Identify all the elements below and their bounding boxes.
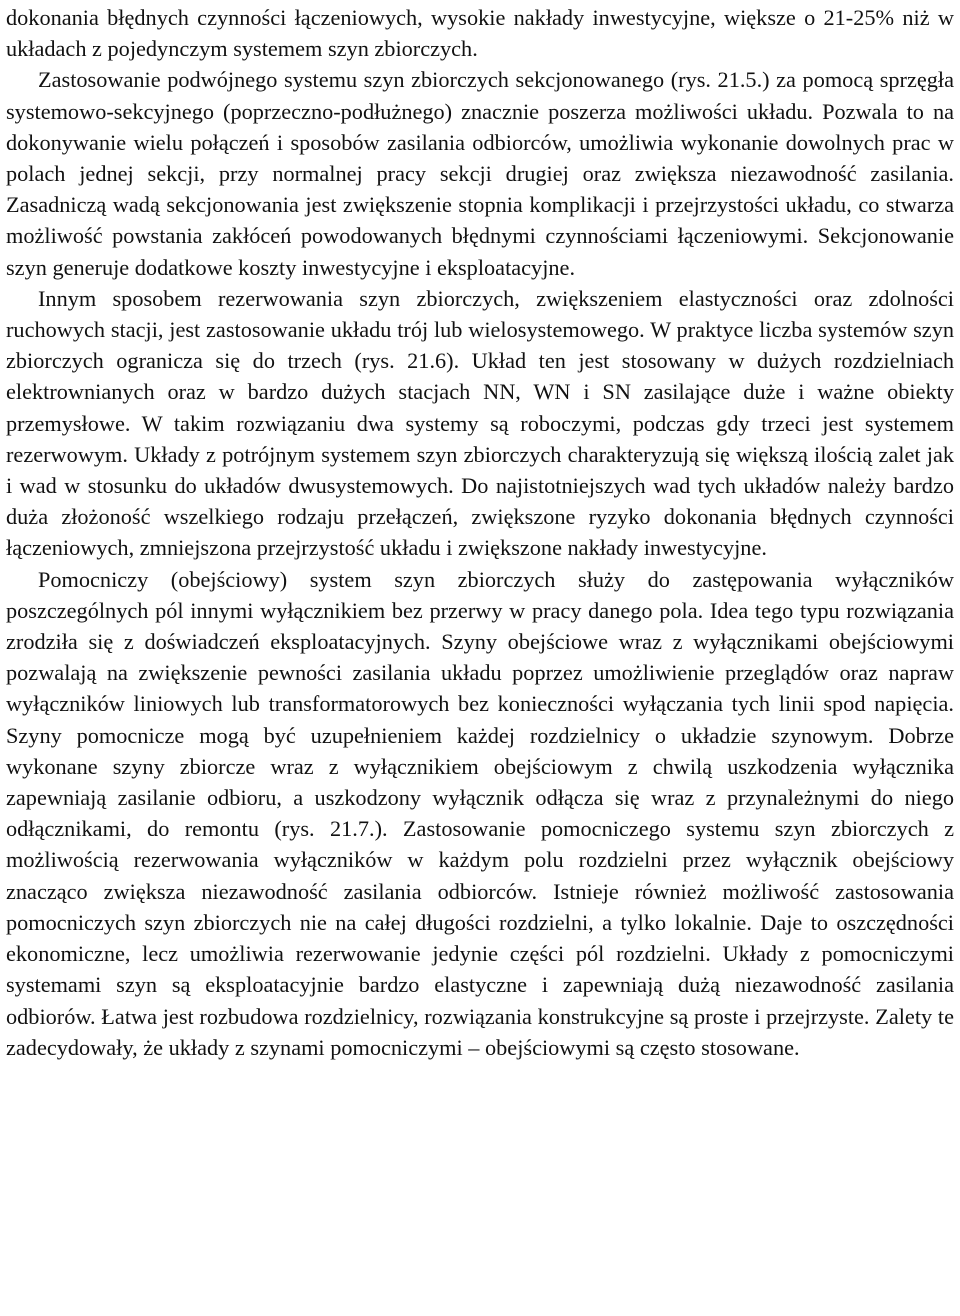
paragraph-auxiliary-busbar: Pomocniczy (obejściowy) system szyn zbiorczych służy do zastępowania wyłączników poszczególnych pól innymi wyłącznikiem bez przerwy w pracy danego pola. Idea tego typu rozwiązania zrodziła się z doświadczeń eksploatacyjnych. Szyny obejściowe wraz z wyłącznikami obejściowymi pozwalają na zwiększenie pewności zasilania układu poprzez umożliwienie przeglądów oraz napraw wyłączników liniowych lub transformatorowych bez konieczności wyłączania tych linii spod napięcia. Szyny pomocnicze mogą być uzupełnieniem każdej rozdzielnicy o układzie szynowym. Dobrze wykonane szyny zbiorcze wraz z wyłącznikiem obejściowym z chwilą uszkodzenia wyłącznika zapewniają zasilanie odbioru, a uszkodzony wyłącznik odłącza się wraz z przynależnymi do niego odłącznikami, do remontu (rys. 21.7.). Zastosowanie pomocniczego systemu szyn zbiorczych z możliwością rezerwowania wyłączników w każdym polu rozdzielni przez wyłącznik obejściowy znacząco zwiększa niezawodność zasilania odbiorców. Istnieje również możliwość zastosowania pomocniczych szyn zbiorczych nie na całej długości rozdzielni, a tylko lokalnie. Daje to oszczędności ekonomiczne, lecz umożliwia rezerwowanie jedynie części pól rozdzielni. Układy z pomocniczymi systemami szyn są eksploatacyjnie bardzo elastyczne i zapewniają dużą niezawodność zasilania odbiorów. Łatwa jest rozbudowa rozdzielnicy, rozwiązania konstrukcyjne są proste i przejrzyste. Zalety te zadecydowały, że układy z szynami pomocniczymi – obejściowymi są często stosowane. — [6, 566, 954, 1060]
paragraph-sectioned-double-busbar: Zastosowanie podwójnego systemu szyn zbiorczych sekcjonowanego (rys. 21.5.) za pomocą sprzęgła systemowo-sekcyjnego (poprzeczno-podłużnego) znacznie poszerza możliwości układu. Pozwala to na dokonywanie wielu połączeń i sposobów zasilania odbiorców, umożliwia wykonanie dowolnych prac w polach jednej sekcji, przy normalnej pracy sekcji drugiej oraz zwiększa niezawodność zasilania. Zasadniczą wadą sekcjonowania jest zwiększenie stopnia komplikacji i przejrzystości układu, co stwarza możliwość powstania zakłóceń powodowanych błędnymi czynnościami łączeniowymi. Sekcjonowanie szyn generuje dodatkowe koszty inwestycyjne i eksploatacyjne. — [6, 67, 954, 280]
paragraph-continuation: dokonania błędnych czynności łączeniowych, wysokie nakłady inwestycyjne, większe o 21-25% niż w układach z pojedynczym systemem szyn zbiorczych. — [6, 5, 954, 62]
paragraph-multi-system-busbar: Innym sposobem rezerwowania szyn zbiorczych, zwiększeniem elastyczności oraz zdolności ruchowych stacji, jest zastosowanie układu trój lub wielosystemowego. W praktyce liczba systemów szyn zbiorczych ogranicza się do trzech (rys. 21.6). Układ ten jest stosowany w dużych rozdzielniach elektrownianych oraz w bardzo dużych stacjach NN, WN i SN zasilające duże i ważne obiekty przemysłowe. W takim rozwiązaniu dwa systemy są roboczymi, podczas gdy trzeci jest systemem rezerwowym. Układy z potrójnym systemem szyn zbiorczych charakteryzują się większą ilością zalet jak i wad w stosunku do układów dwusystemowych. Do najistotniejszych wad tych układów należy bardzo duża złożoność wszelkiego rodzaju przełączeń, zwiększone ryzyko dokonania błędnych czynności łączeniowych, zmniejszona przejrzystość układu i zwiększone nakłady inwestycyjne. — [6, 285, 954, 561]
